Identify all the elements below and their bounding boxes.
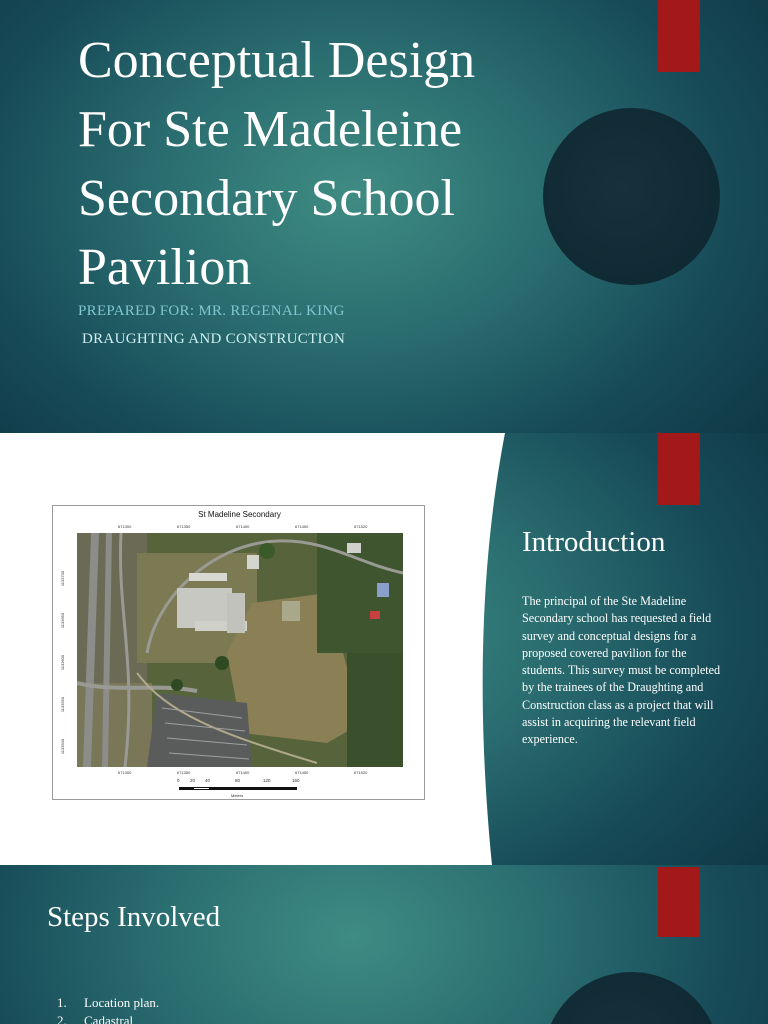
steps-heading: Steps Involved xyxy=(47,901,221,933)
scale-label: 40 xyxy=(205,778,211,783)
map-tick: 671520 xyxy=(354,524,368,529)
scale-segment xyxy=(238,788,296,789)
map-tick: 1133500 xyxy=(60,738,66,755)
aerial-photo xyxy=(77,533,403,767)
scale-segment xyxy=(180,788,194,789)
map-tick: 671450 xyxy=(295,524,309,529)
step-number: 2. xyxy=(57,1013,67,1024)
map-tick: 1133600 xyxy=(60,654,66,671)
map-tick: 671350 xyxy=(177,524,191,529)
map-tick: 671300 xyxy=(118,770,132,775)
site-map xyxy=(52,505,425,800)
map-tick: 671450 xyxy=(295,770,309,775)
map-tick: 1133650 xyxy=(60,612,66,629)
scale-label: 80 xyxy=(235,778,241,783)
scale-label: 0 xyxy=(177,778,180,783)
map-tick: 671300 xyxy=(118,524,132,529)
map-tick: 671400 xyxy=(236,770,250,775)
steps-list xyxy=(57,995,159,1024)
map-tick: 671400 xyxy=(236,524,250,529)
steps-slide xyxy=(0,865,768,1024)
decorative-circle xyxy=(543,972,720,1024)
red-accent-tab xyxy=(658,867,700,937)
red-accent-tab xyxy=(658,0,700,72)
scale-unit: Meters xyxy=(231,793,244,798)
step-label: Location plan. xyxy=(84,995,160,1010)
scale-segment xyxy=(209,788,238,789)
list-item xyxy=(57,1013,159,1024)
map-title: St Madeline Secondary xyxy=(198,510,281,519)
department-text: DRAUGHTING AND CONSTRUCTION xyxy=(82,331,346,347)
decorative-circle xyxy=(543,108,720,285)
step-number: 1. xyxy=(57,995,67,1010)
scale-bar xyxy=(179,787,297,790)
map-tick: 1133550 xyxy=(60,696,66,713)
step-label: Cadastral xyxy=(84,1013,134,1024)
scale-label: 20 xyxy=(190,778,196,783)
introduction-body: The principal of the Ste Madeline Secondary school has requested a field survey and conceptual designs for a proposed covered pavilion for the students. This survey must be completed by the trainees of the Draughting and Construction class as a project that will assist in acquiring the relevant field experience. xyxy=(522,594,721,747)
introduction-heading: Introduction xyxy=(522,526,666,558)
scale-label: 160 xyxy=(292,778,300,783)
introduction-slide xyxy=(0,433,768,865)
list-item xyxy=(57,995,159,1013)
slide-title: Conceptual Design For Ste Madeleine Secondary School Pavilion xyxy=(78,32,476,296)
prepared-for-text: PREPARED FOR: MR. REGENAL KING xyxy=(78,303,345,319)
map-tick: 671350 xyxy=(177,770,191,775)
map-tick: 671520 xyxy=(354,770,368,775)
map-tick: 1133700 xyxy=(60,570,66,587)
red-accent-tab xyxy=(658,433,700,505)
title-slide xyxy=(0,0,768,433)
scale-label: 120 xyxy=(263,778,271,783)
